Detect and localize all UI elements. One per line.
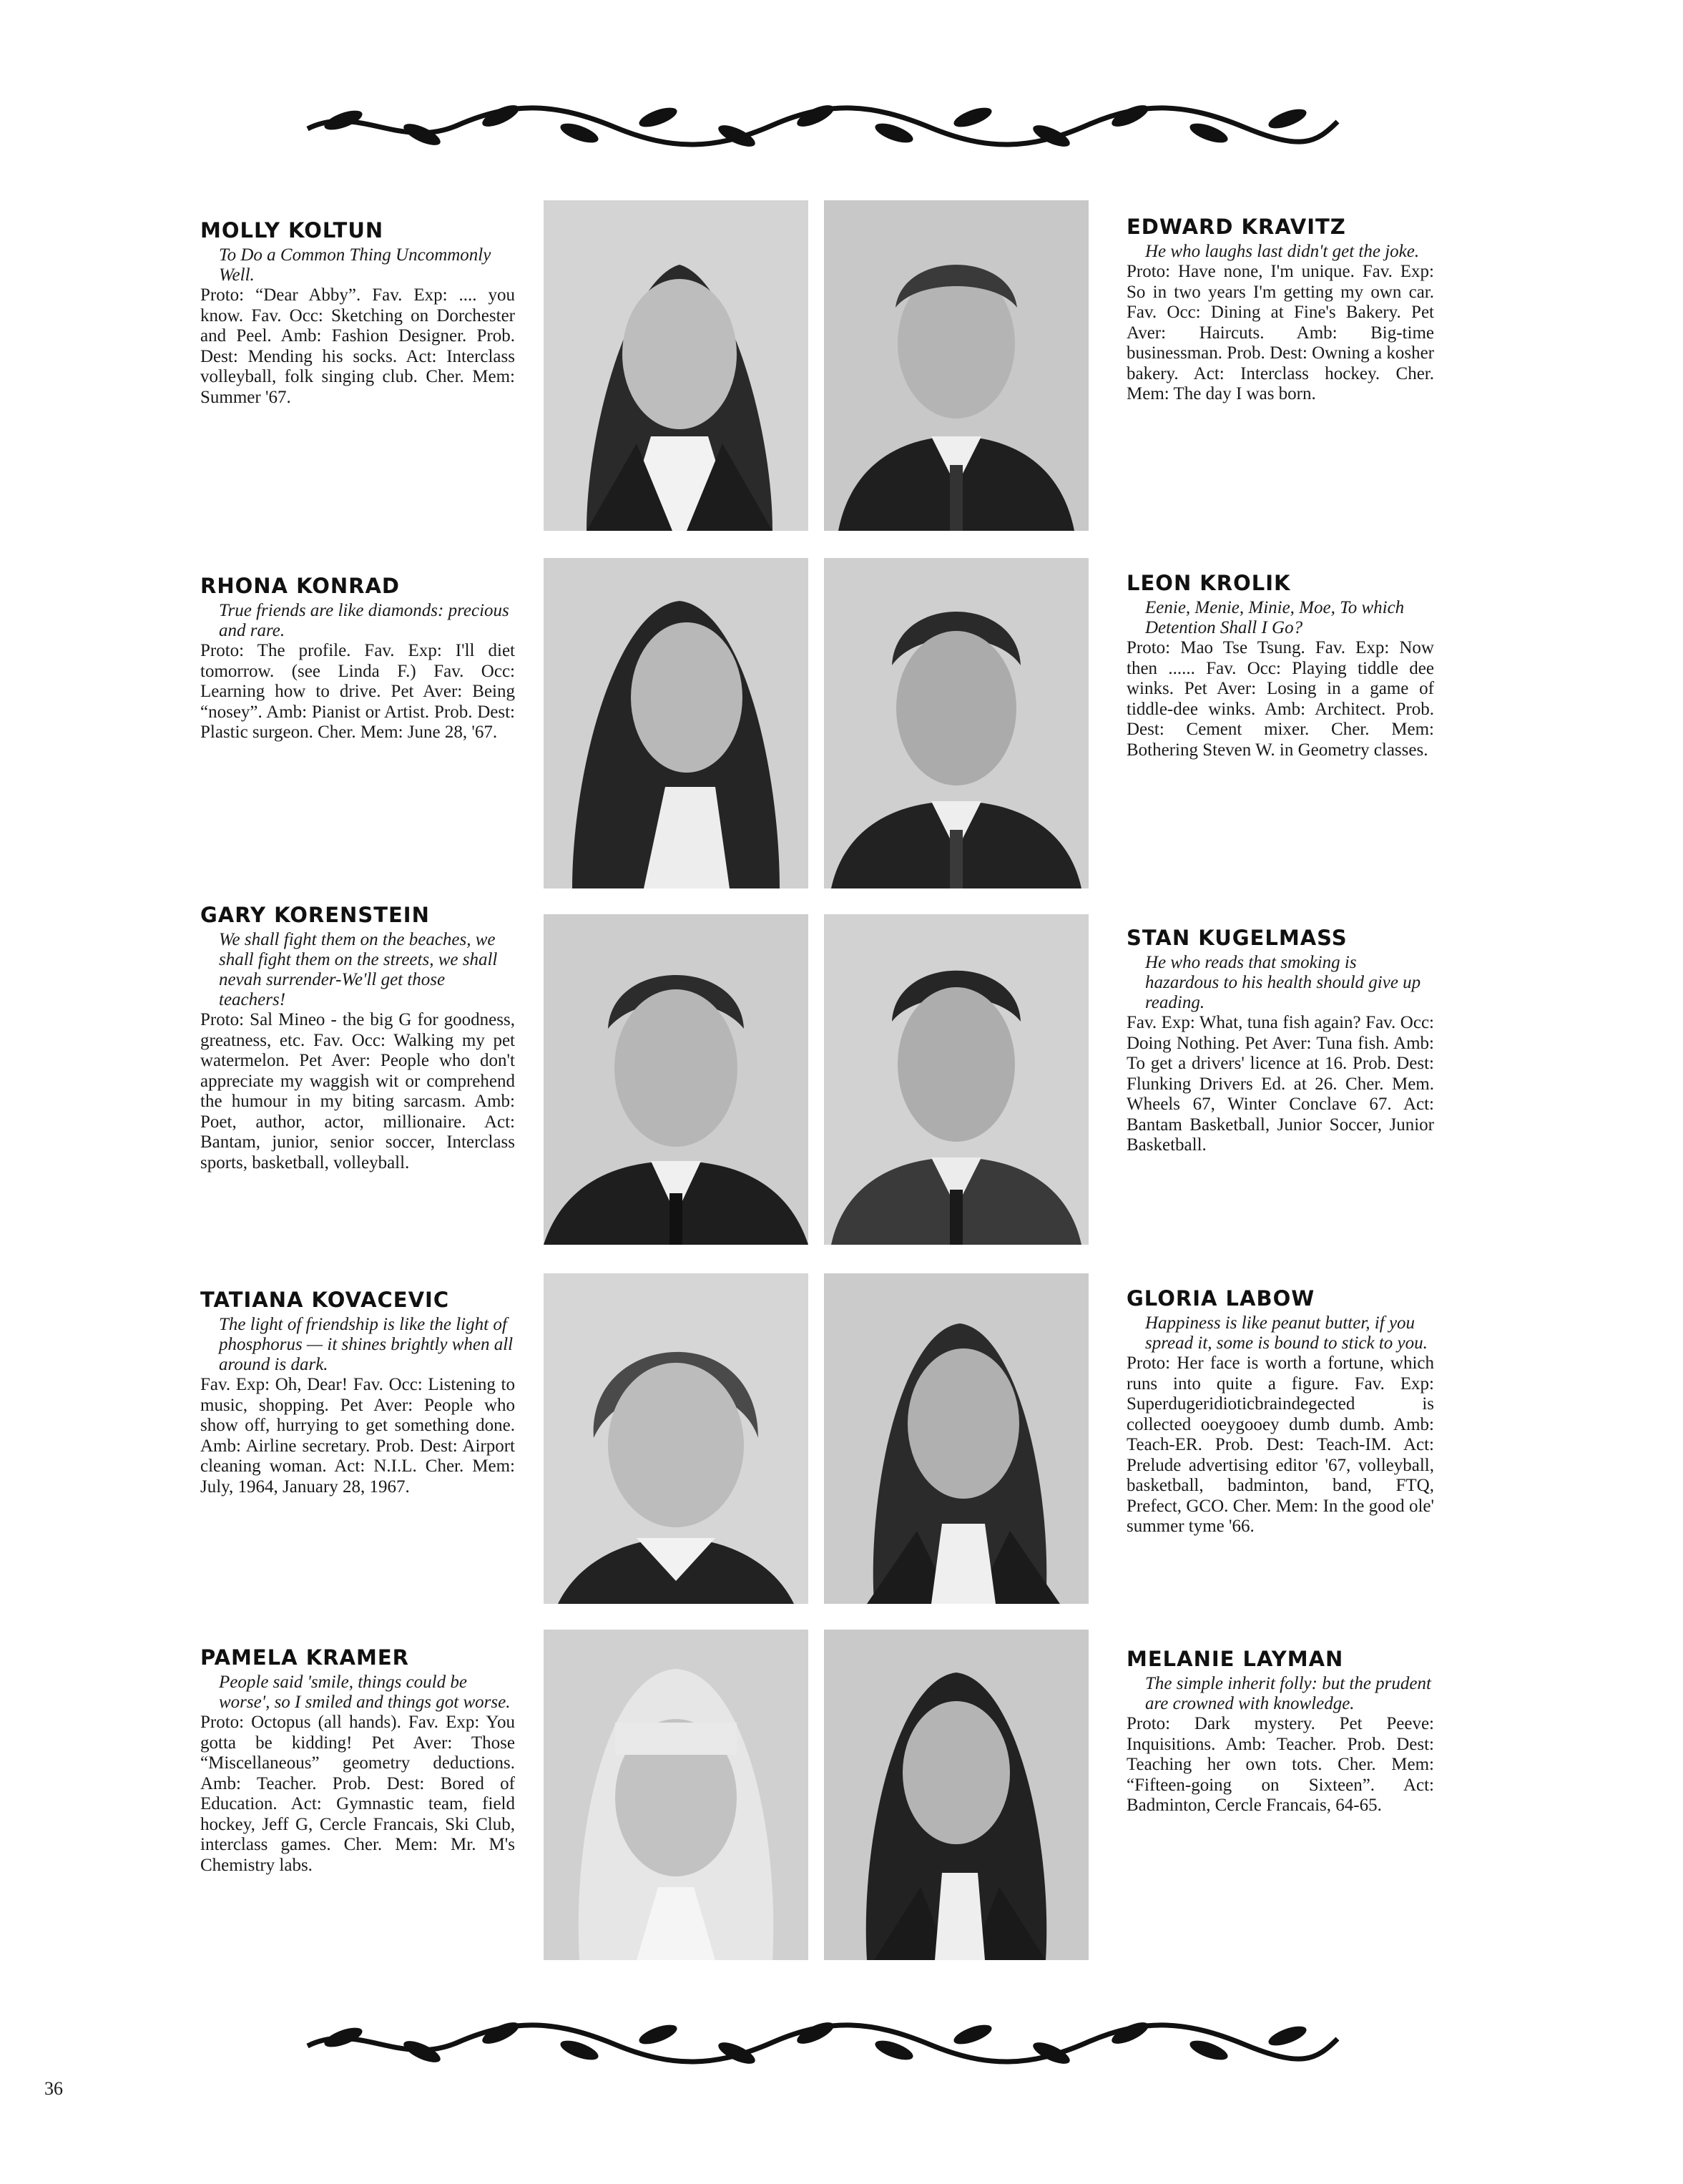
student-bio: Proto: Sal Mineo - the big G for goodness, greatness, etc. Fav. Occ: Walking my pet watermelon. Pet Aver: People who don't appreciate my waggish wit or comprehend the humour in my biting sarcasm. Amb: Poet, author, actor, millionaire. Act: Bantam, junior, senior soccer, Interclass sports, basketball, volleyball. (200, 1010, 515, 1172)
student-motto: People said 'smile, things could be worse', so I smiled and things got worse. (219, 1673, 511, 1712)
vine-border-bottom (300, 2017, 1345, 2067)
student-bio: Proto: Octopus (all hands). Fav. Exp: You gotta be kidding! Pet Aver: Those “Miscellaneous” geometry deductions. Amb: Teacher. Prob. Dest: Bored of Education. Act: Gymnastic team, field hockey, Jeff G, Cercle Francais, Ski Club, interclass games. Cher. Mem: Mr. M's Chemistry labs. (200, 1713, 515, 1875)
student-motto: To Do a Common Thing Uncommonly Well. (219, 245, 491, 285)
student-entry (1127, 215, 1434, 405)
student-motto: We shall fight them on the beaches, we shall fight them on the streets, we shall nevah surrender-We'll get those teachers! (219, 930, 498, 1009)
student-bio: Fav. Exp: Oh, Dear! Fav. Occ: Listening to music, shopping. Pet Aver: People who show off, hurrying to get something done. Amb: Airline secretary. Prob. Dest: Airport cleaning woman. Act: N.I.L. Cher. Mem: July, 1964, January 28, 1967. (200, 1375, 515, 1497)
student-bio: Fav. Exp: What, tuna fish again? Fav. Occ: Doing Nothing. Pet Aver: Tuna fish. Amb: To get a drivers' licence at 16. Prob. Dest: Flunking Drivers Ed. at 26. Cher. Mem. Wheels 67, Winter Conclave 67. Act: Bantam Basketball, Junior Soccer, Junior Basketball. (1127, 1013, 1434, 1155)
student-motto: The simple inherit folly: but the prudent are crowned with knowledge. (1145, 1674, 1431, 1713)
student-name: MOLLY KOLTUN (200, 218, 384, 243)
student-name: PAMELA KRAMER (200, 1645, 409, 1670)
student-name: TATIANA KOVACEVIC (200, 1288, 450, 1312)
portrait-photo (824, 558, 1089, 888)
student-bio: Proto: Her face is worth a fortune, which runs into quite a figure. Fav. Exp: Superdugeridioticbraindegected is collected ooeygooey dumb dumb. Amb: Teach-ER. Prob. Dest: Teach-IM. Act: Prelude advertising editor '67, volleyball, basketball, badminton, band, FTQ, Prefect, GCO. Cher. Mem: In the good ole' summer tyme '66. (1127, 1353, 1434, 1536)
portrait-photo (824, 1273, 1089, 1604)
student-bio: Proto: Mao Tse Tsung. Fav. Exp: Now then ...... Fav. Occ: Playing tiddle dee winks. Pet Aver: Losing in a game of tiddle-dee winks. Amb: Architect. Prob. Dest: Cement mixer. Cher. Mem: Bothering Steven W. in Geometry classes. (1127, 638, 1434, 760)
portrait-photo (544, 200, 808, 531)
student-name: GARY KORENSTEIN (200, 903, 430, 927)
vine-border-top (300, 100, 1345, 150)
portrait-photo (544, 1630, 808, 1960)
student-entry (1127, 571, 1434, 760)
student-entry (200, 574, 515, 743)
student-bio: Proto: “Dear Abby”. Fav. Exp: .... you know. Fav. Occ: Sketching on Dorchester and Peel. Amb: Fashion Designer. Prob. Dest: Mending his socks. Act: Interclass volleyball, folk singing club. Cher. Mem: Summer '67. (200, 285, 515, 407)
student-name: LEON KROLIK (1127, 571, 1291, 595)
student-name: EDWARD KRAVITZ (1127, 215, 1346, 239)
portrait-photo (824, 1630, 1089, 1960)
student-entry (200, 1645, 515, 1876)
student-motto: He who reads that smoking is hazardous to his health should give up reading. (1145, 953, 1421, 1012)
student-motto: Happiness is like peanut butter, if you spread it, some is bound to stick to you. (1145, 1313, 1428, 1353)
portrait-photo (824, 914, 1089, 1245)
portrait-photo (544, 914, 808, 1245)
student-entry (1127, 1647, 1434, 1816)
portrait-photo (824, 200, 1089, 531)
student-motto: Eenie, Menie, Minie, Moe, To which Detention Shall I Go? (1145, 598, 1405, 637)
student-entry (200, 1288, 515, 1497)
student-entry (1127, 926, 1434, 1156)
student-motto: True friends are like diamonds: precious and rare. (219, 601, 509, 640)
student-entry (200, 903, 515, 1173)
student-entry (200, 218, 515, 408)
student-motto: The light of friendship is like the light of phosphorus — it shines brightly when all around is dark. (219, 1315, 514, 1374)
student-motto: He who laughs last didn't get the joke. (1145, 242, 1420, 261)
student-bio: Proto: Have none, I'm unique. Fav. Exp: So in two years I'm getting my own car. Fav. Occ: Dining at Fine's Bakery. Pet Aver: Haircuts. Amb: Big-time businessman. Prob. Dest: Owning a kosher bakery. Act: Interclass hockey. Cher. Mem: The day I was born. (1127, 262, 1434, 403)
portrait-photo (544, 558, 808, 888)
portrait-photo (544, 1273, 808, 1604)
student-entry (1127, 1286, 1434, 1537)
student-name: MELANIE LAYMAN (1127, 1647, 1344, 1671)
student-name: STAN KUGELMASS (1127, 926, 1348, 950)
student-bio: Proto: The profile. Fav. Exp: I'll diet tomorrow. (see Linda F.) Fav. Occ: Learning how to drive. Pet Aver: Being “nosey”. Amb: Pianist or Artist. Prob. Dest: Plastic surgeon. Cher. Mem: June 28, '67. (200, 641, 515, 742)
student-name: GLORIA LABOW (1127, 1286, 1315, 1311)
page-number: 36 (44, 2078, 63, 2099)
student-name: RHONA KONRAD (200, 574, 401, 598)
student-bio: Proto: Dark mystery. Pet Peeve: Inquisitions. Amb: Teacher. Prob. Dest: Teaching her own tots. Cher. Mem: “Fifteen-going on Sixteen”. Act: Badminton, Cercle Francais, 64-65. (1127, 1714, 1434, 1815)
